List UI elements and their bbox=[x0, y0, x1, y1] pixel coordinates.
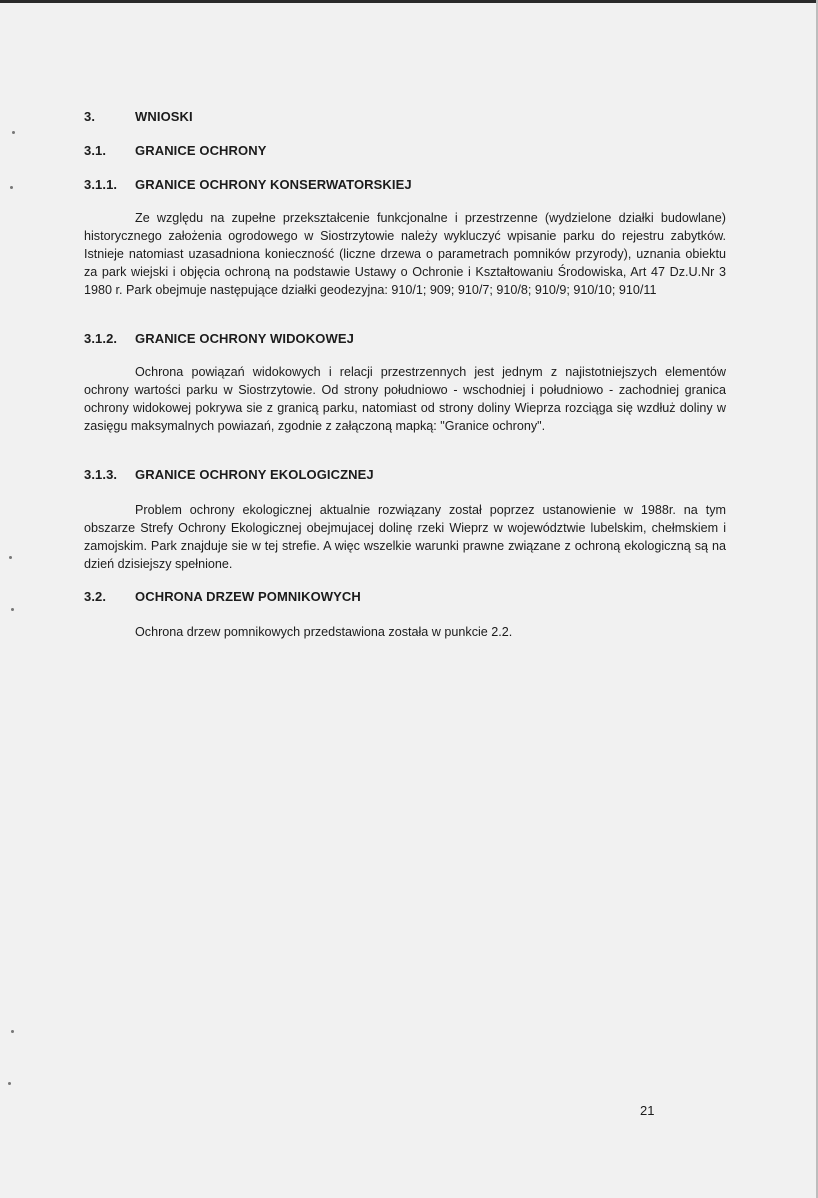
paragraph-trees: Ochrona drzew pomnikowych przedstawiona została w punkcie 2.2. bbox=[135, 625, 513, 639]
section-title: GRANICE OCHRONY EKOLOGICZNEJ bbox=[135, 467, 374, 482]
scan-edge-top bbox=[0, 0, 818, 3]
section-number: 3.1.3. bbox=[84, 467, 118, 482]
margin-speck bbox=[10, 186, 13, 189]
section-number: 3. bbox=[84, 109, 96, 124]
section-number: 3.1.2. bbox=[84, 331, 118, 346]
margin-speck bbox=[11, 1030, 14, 1033]
section-title: GRANICE OCHRONY WIDOKOWEJ bbox=[135, 331, 354, 346]
paragraph-conservation: Ze względu na zupełne przekształcenie funkcjonalne i przestrzenne (wydzielone działki budowlane) historycznego założenia ogrodowego w Siostrzytowie należy wykluczyć wpisanie parku do rejestru zabytków. Istnieje natomiast uzasadniona konieczność (liczne drzewa o parametrach pomników przyrody), uznania obiektu za park wiejski i objęcia ochroną na podstawie Ustawy o Ochronie i Kształtowaniu Środowiska, Art 47 Dz.U.Nr 3 1980 r. Park obejmuje następujące działki geodezyjna: 910/1; 909; 910/7; 910/8; 910/9; 910/10; 910/11 bbox=[84, 211, 726, 297]
section-number: 3.2. bbox=[84, 589, 107, 604]
page-number: 21 bbox=[640, 1103, 655, 1118]
paragraph-views: Ochrona powiązań widokowych i relacji przestrzennych jest jednym z najistotniejszych elementów ochrony wartości parku w Siostrzytowie. Od strony południowo - wschodniej i południowo - zachodniej granica ochrony widokowej pokrywa sie z granicą parku, natomiast od strony doliny Wieprza rozciąga się wzdłuż doliny w zasięgu maksymalnych powiazań, zgodnie z załączoną mapką: "Granice ochrony". bbox=[84, 365, 726, 433]
section-title: WNIOSKI bbox=[135, 109, 193, 124]
paragraph-ecology: Problem ochrony ekologicznej aktualnie rozwiązany został poprzez ustanowienie w 1988r. na tym obszarze Strefy Ochrony Ekologicznej obejmujacej dolinę rzeki Wieprz w województwie lubelskim, chełmskiem i zamojskim. Park znajduje sie w tej strefie. A więc wszelkie warunki prawne związane z ochroną ekologiczną są na dzień dzisiejszy spełnione. bbox=[84, 503, 726, 571]
section-number: 3.1.1. bbox=[84, 177, 118, 192]
section-title: OCHRONA DRZEW POMNIKOWYCH bbox=[135, 589, 361, 604]
section-number: 3.1. bbox=[84, 143, 107, 158]
margin-speck bbox=[8, 1082, 11, 1085]
margin-speck bbox=[9, 556, 12, 559]
section-title: GRANICE OCHRONY bbox=[135, 143, 267, 158]
margin-speck bbox=[11, 608, 14, 611]
margin-speck bbox=[12, 131, 15, 134]
section-title: GRANICE OCHRONY KONSERWATORSKIEJ bbox=[135, 177, 412, 192]
